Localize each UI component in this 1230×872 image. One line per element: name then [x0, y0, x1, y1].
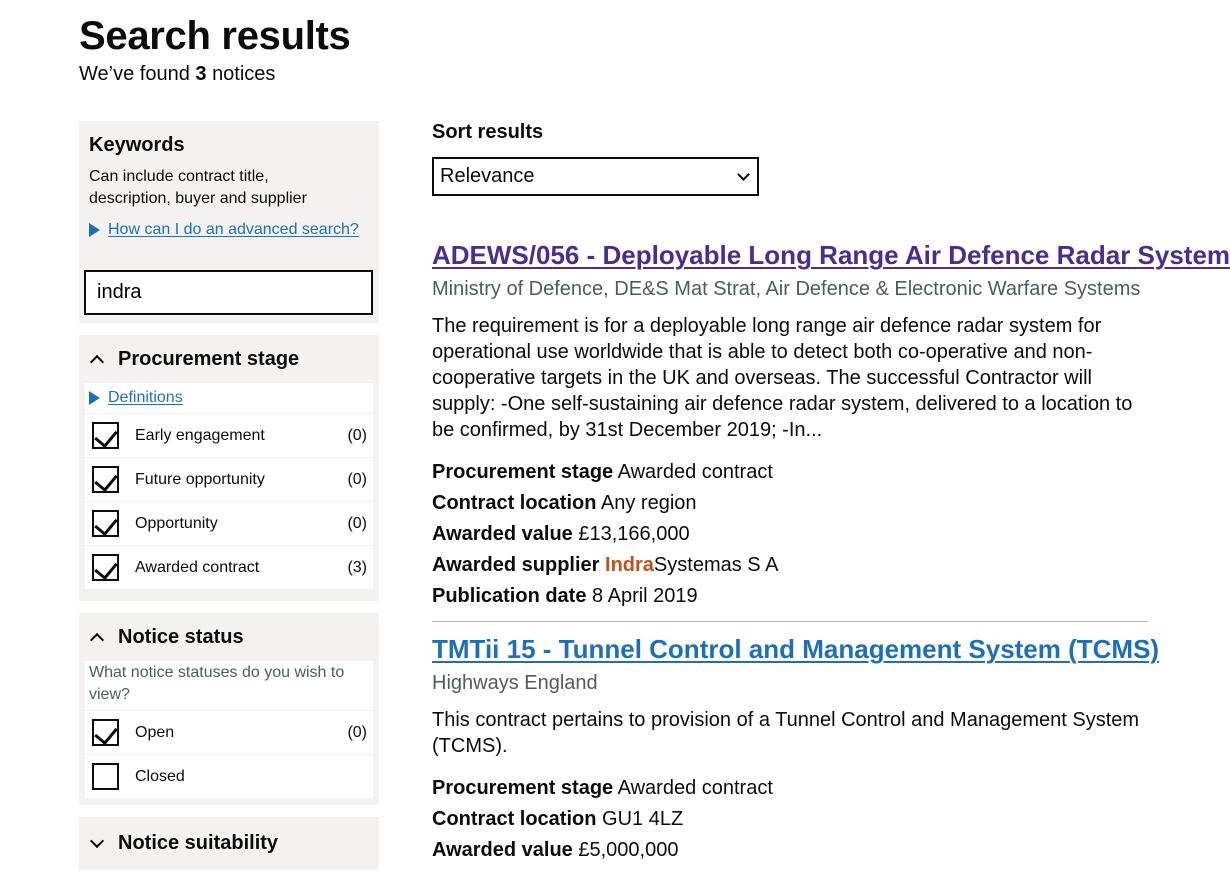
result-divider [432, 621, 1148, 622]
checkbox[interactable] [92, 719, 119, 746]
notice-suitability-toggle[interactable] [79, 817, 379, 870]
meta-value: 8 April 2019 [592, 585, 698, 607]
meta-value: GU1 4LZ [602, 808, 684, 830]
definitions-link[interactable]: Definitions [108, 389, 183, 406]
meta-key: Procurement stage [432, 461, 614, 483]
meta-awarded-value [432, 519, 1148, 550]
notice-status-hint: What notice statuses do you wish to view? [89, 664, 345, 703]
meta-publication-date [432, 581, 1148, 612]
meta-key: Contract location [432, 808, 597, 830]
checkbox-future-opportunity[interactable] [85, 457, 373, 501]
procurement-stage-title: Procurement stage [118, 347, 300, 370]
result-count [79, 63, 275, 86]
meta-procurement-stage [432, 773, 1148, 804]
result-count-prefix: We’ve found [79, 63, 190, 85]
meta-key: Awarded value [432, 839, 573, 861]
keywords-title: Keywords [89, 134, 185, 156]
meta-contract-location [432, 488, 1148, 519]
checkbox-count: (3) [347, 558, 367, 576]
procurement-stage-panel [79, 335, 379, 601]
checkbox-label: Early engagement [135, 426, 265, 444]
result-metadata [432, 457, 1148, 612]
checkbox-opportunity[interactable] [85, 501, 373, 545]
meta-key: Publication date [432, 585, 587, 607]
meta-value: £13,166,000 [578, 523, 690, 545]
notice-status-title: Notice status [118, 625, 244, 648]
checkbox-open[interactable] [85, 710, 373, 754]
result-count-suffix: notices [212, 63, 276, 85]
notice-status-panel [79, 613, 379, 805]
notice-status-options [85, 661, 373, 798]
chevron-up-icon [90, 354, 104, 368]
chevron-down-icon [90, 834, 104, 848]
checkbox-early-engagement[interactable] [85, 413, 373, 457]
result-description: The requirement is for a deployable long range air defence radar system for operational use worldwide that is able to detect both co-operative and non-cooperative targets in the UK and overseas. The successful Contractor will supply: -One self-sustaining air defence radar system, delivered to a location to be confirmed, by 31st December 2019; -In... [432, 315, 1133, 441]
meta-key: Contract location [432, 492, 597, 514]
checkbox-count: (0) [347, 723, 367, 741]
advanced-search-details[interactable] [89, 221, 369, 239]
meta-value: Awarded contract [617, 461, 773, 483]
meta-value: Systemas S A [653, 554, 779, 576]
sort-select[interactable] [432, 157, 759, 196]
keywords-panel [79, 121, 379, 323]
meta-contract-location [432, 804, 1148, 835]
meta-value: Awarded contract [617, 777, 773, 799]
result-buyer: Ministry of Defence, DE&S Mat Strat, Air Defence & Electronic Warfare Systems [432, 278, 1141, 300]
checkbox-count: (0) [347, 426, 367, 444]
checkbox-label: Future opportunity [135, 470, 265, 488]
checkbox-awarded-contract[interactable] [85, 545, 373, 589]
notice-status-toggle[interactable] [79, 613, 379, 661]
checkbox-label: Closed [135, 767, 185, 785]
result-item [432, 240, 1230, 612]
meta-key: Awarded value [432, 523, 573, 545]
meta-key: Procurement stage [432, 777, 614, 799]
result-buyer: Highways England [432, 672, 598, 694]
checkbox-label: Opportunity [135, 514, 218, 532]
checkbox[interactable] [92, 554, 119, 581]
definitions-details[interactable] [85, 383, 373, 413]
notice-suitability-panel [79, 817, 379, 870]
checkbox-label: Open [135, 723, 175, 741]
checkbox[interactable] [92, 466, 119, 493]
meta-key: Awarded supplier [432, 554, 600, 576]
result-description: This contract pertains to provision of a Tunnel Control and Management System (TCMS). [432, 709, 1140, 757]
search-term-highlight: Indra [605, 554, 654, 576]
checkbox-label: Awarded contract [135, 558, 260, 576]
meta-awarded-value [432, 835, 1148, 866]
result-title-link[interactable]: ADEWS/056 - Deployable Long Range Air Defence Radar System [432, 240, 1230, 270]
meta-value: Any region [600, 492, 697, 514]
notice-suitability-title: Notice suitability [118, 832, 279, 854]
result-count-number: 3 [195, 63, 207, 85]
meta-procurement-stage [432, 457, 1148, 488]
procurement-stage-toggle[interactable] [79, 335, 379, 383]
page-title: Search results [79, 14, 351, 58]
sort-selected-value: Relevance [440, 165, 535, 187]
result-metadata [432, 773, 1148, 866]
chevron-up-icon [90, 632, 104, 646]
triangle-right-icon [89, 391, 100, 405]
procurement-stage-options [85, 383, 373, 589]
checkbox-closed[interactable] [85, 754, 373, 798]
meta-awarded-supplier [432, 550, 1148, 581]
checkbox-count: (0) [347, 470, 367, 488]
checkbox[interactable] [92, 510, 119, 537]
checkbox[interactable] [92, 422, 119, 449]
keywords-input[interactable] [84, 270, 373, 315]
result-title-link[interactable]: TMTii 15 - Tunnel Control and Management System (TCMS) [432, 634, 1160, 664]
triangle-right-icon [89, 223, 100, 237]
advanced-search-link[interactable]: How can I do an advanced search? [108, 221, 359, 238]
sort-label: Sort results [432, 121, 544, 143]
keywords-hint: Can include contract title, description, buyer and supplier [89, 168, 307, 207]
checkbox[interactable] [92, 763, 119, 790]
meta-value: £5,000,000 [578, 839, 679, 861]
result-item [432, 634, 1160, 866]
chevron-down-icon [737, 168, 750, 181]
checkbox-count: (0) [347, 514, 367, 532]
